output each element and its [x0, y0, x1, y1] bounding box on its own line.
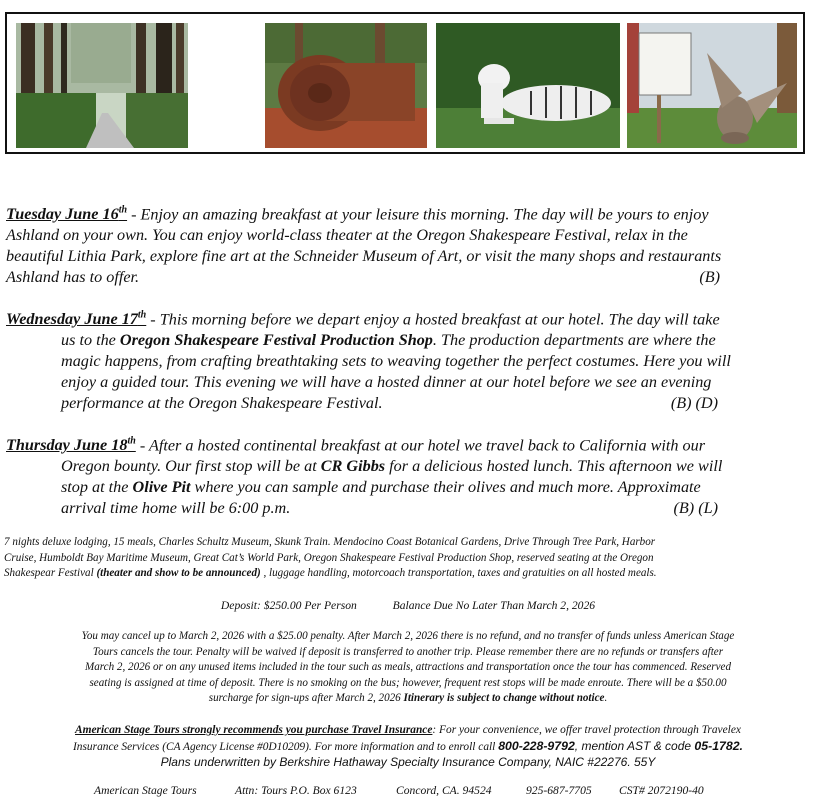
- insurance-code: 05-1782.: [694, 738, 743, 753]
- balance-due: Balance Due No Later Than March 2, 2026: [392, 599, 596, 612]
- photo-strip: [5, 12, 805, 154]
- day-description: This morning before we depart enjoy a hosted breakfast at our hotel. The day will take: [159, 310, 720, 329]
- meal-codes: (B) (D): [670, 394, 718, 413]
- insurance-recommendation: American Stage Tours strongly recommends you purchase Travel Insurance: [75, 724, 433, 736]
- ship-propeller-photo: [627, 23, 797, 148]
- day-description: Enjoy an amazing breakfast at your leisure this morning. The day will be yours to enjoy: [140, 205, 709, 224]
- phone-number: 925-687-7705: [526, 784, 592, 797]
- meal-codes: (B): [699, 268, 720, 287]
- deposit-info: [4, 598, 812, 614]
- cancellation-policy: You may cancel up to March 2, 2026 with a $25.00 penalty. After March 2, 2026 there is no refund, and no transfer of funds unless American Stage Tours cancels the tour. Penalty will be waived if deposit is transferred to another trip. Please remember there are no refunds or transfers after March 2, 2026 or on any unused items included in the tour such as meals, attractions and transportation once the tour has commenced. Reserved seating is assigned at time of deposit. There is no smoking on the bus; however, frequent rest stops will be made enroute. There will be a $50.00 surcharge for sign-ups after March 2, 2026 Itinerary is subject to change without notice.: [81, 630, 735, 705]
- cst-number: CST# 2072190-40: [619, 784, 704, 797]
- mailing-address: Attn: Tours P.O. Box 6123: [235, 784, 357, 797]
- itinerary-day-wednesday: Wednesday June 17th - This morning before we depart enjoy a hosted breakfast at our hotel. The day will take us to the Oregon Shakespeare Festival Production Shop. The production departments are where the magic happens, from crafting breathtaking sets to weaving together the perfect costumes. Here you will enjoy a guided tour. This evening we will have a hosted dinner at our hotel before we see an evening performance at the Oregon Shakespeare Festival. (B) (D): [6, 310, 731, 413]
- white-tiger-photo: [436, 23, 620, 148]
- tour-inclusions: 7 nights deluxe lodging, 15 meals, Charles Schultz Museum, Skunk Train. Mendocino Coast Botanical Gardens, Drive Through Tree Park, Harbor Cruise, Humboldt Bay Maritime Museum, Great Cat’s World Park, Oregon Shakespeare Festival Production Shop, reserved seating at the Oregon Shakespear Festival (theater and show to be announced) , luggage handling, motorcoach transportation, taxes and gratuities on all hosted meals.: [4, 536, 657, 580]
- highlight-location: CR Gibbs: [320, 457, 386, 476]
- deposit-amount: Deposit: $250.00 Per Person: [220, 599, 357, 612]
- highlight-location: Olive Pit: [132, 478, 191, 497]
- fallen-redwood-log-photo: [265, 23, 427, 148]
- insurance-phone: 800-228-9792: [498, 738, 575, 753]
- travel-insurance: American Stage Tours strongly recommends you purchase Travel Insurance: For your convenience, we offer travel protection through Travelex Insurance Services (CA Agency License #0D10209). For more information and to enroll call 800-228-9792, mention AST & code 05-1782. Plans underwritten by Berkshire Hathaway Specialty Insurance Company, NAIC #22276. 55Y: [73, 724, 743, 770]
- itinerary-day-tuesday: Tuesday June 16th - Enjoy an amazing breakfast at your leisure this morning. The day will be yours to enjoy Ashland on your own. You can enjoy world-class theater at the Oregon Shakespeare Festival, relax in the beautiful Lithia Park, explore fine art at the Schneider Museum of Art, or visit the many shops and restaurants Ashland has to offer. (B): [6, 205, 722, 287]
- highlight-location: Oregon Shakespeare Festival Production Shop: [119, 331, 433, 350]
- company-name: American Stage Tours: [94, 784, 197, 797]
- redwood-road-photo: [16, 23, 188, 148]
- day-heading: Wednesday June 17th: [6, 310, 147, 329]
- day-heading: Tuesday June 16th: [6, 205, 128, 224]
- day-heading: Thursday June 18th: [6, 436, 136, 455]
- meal-codes: (B) (L): [673, 499, 718, 518]
- city-address: Concord, CA. 94524: [396, 784, 492, 797]
- day-description: After a hosted continental breakfast at our hotel we travel back to California with our: [148, 436, 706, 455]
- itinerary-day-thursday: Thursday June 18th - After a hosted continental breakfast at our hotel we travel back to California with our Oregon bounty. Our first stop will be at CR Gibbs for a delicious hosted lunch. This afternoon we will stop at the Olive Pit where you can sample and purchase their olives and much more. Approximate arrival time home will be 6:00 p.m. (B) (L): [6, 436, 723, 518]
